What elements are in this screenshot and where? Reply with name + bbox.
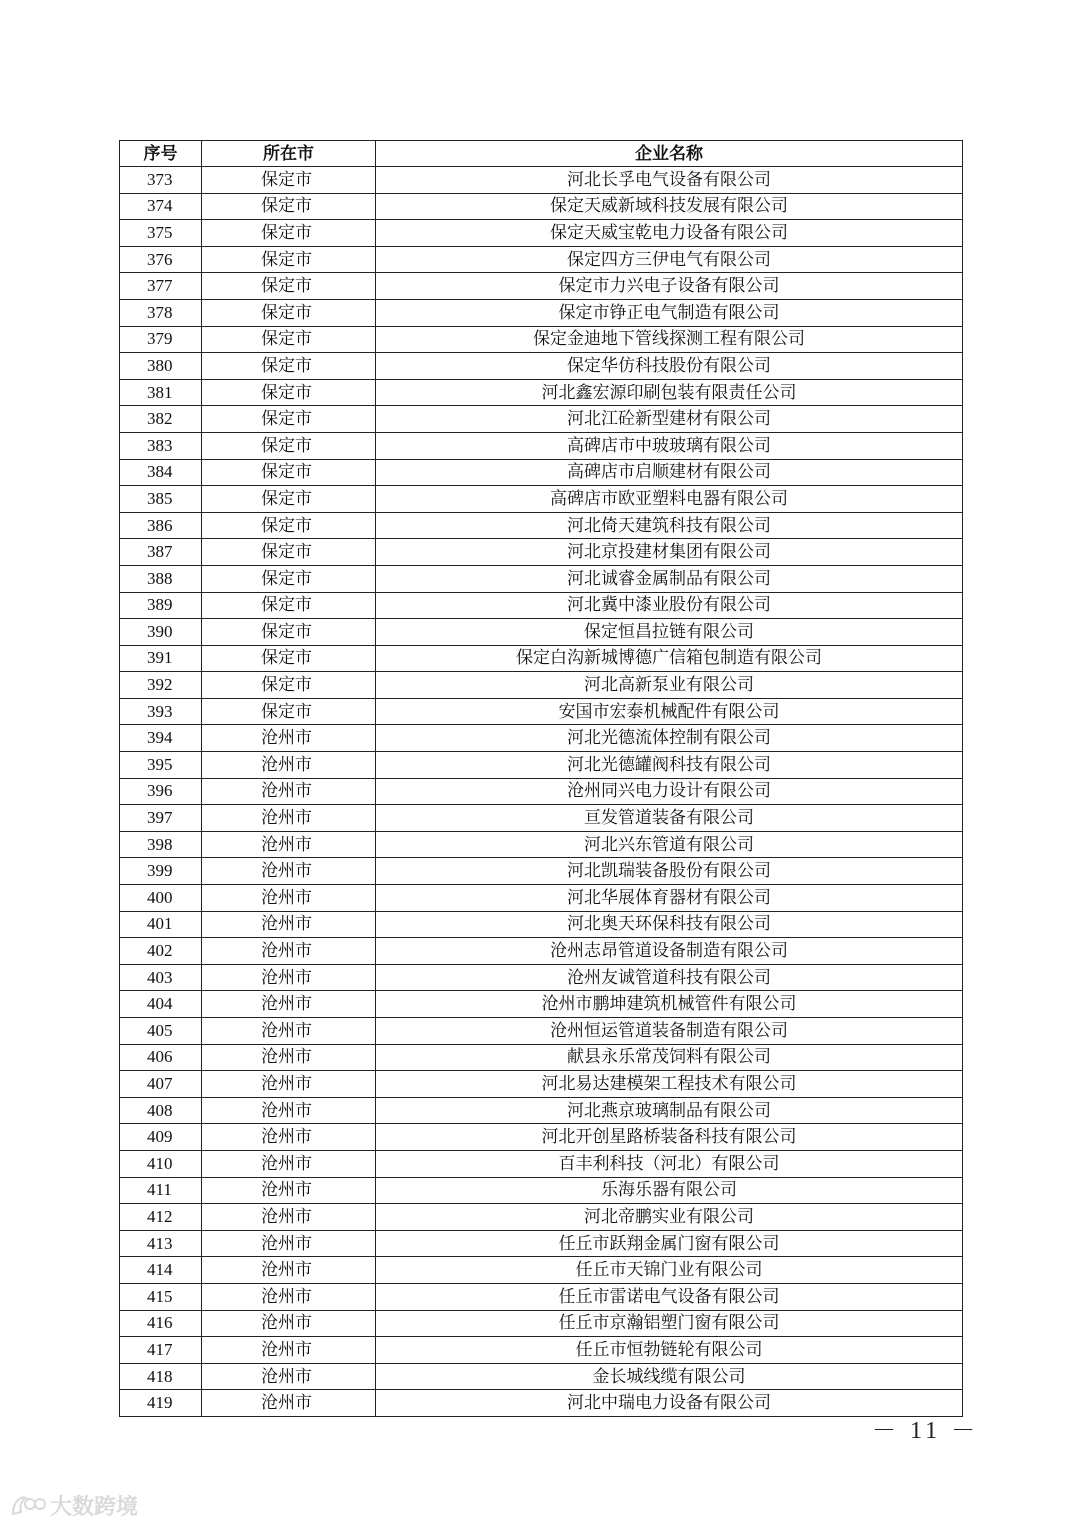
row-city: 沧州市 [202,1177,376,1204]
table-row [120,353,963,380]
row-company-name: 河北凯瑞装备股份有限公司 [376,858,963,885]
row-city: 保定市 [202,645,376,672]
table-header-row [120,141,963,167]
row-serial: 379 [120,326,202,353]
table-row [120,752,963,779]
row-company-name: 河北京投建材集团有限公司 [376,539,963,566]
table-row [120,459,963,486]
table-row [120,1337,963,1364]
row-company-name: 高碑店市启顺建材有限公司 [376,459,963,486]
table-row [120,1071,963,1098]
table-row [120,1204,963,1231]
row-company-name: 河北中瑞电力设备有限公司 [376,1390,963,1417]
table-body [120,167,963,1417]
row-serial: 395 [120,752,202,779]
row-serial: 405 [120,1018,202,1045]
table-row [120,1283,963,1310]
table-row [120,1044,963,1071]
row-serial: 410 [120,1150,202,1177]
table-row [120,778,963,805]
row-serial: 417 [120,1337,202,1364]
row-serial: 380 [120,353,202,380]
row-serial: 376 [120,246,202,273]
row-company-name: 任丘市恒勃链轮有限公司 [376,1337,963,1364]
table-row [120,486,963,513]
table-row [120,1390,963,1417]
table-row [120,698,963,725]
row-city: 保定市 [202,672,376,699]
row-city: 保定市 [202,193,376,220]
row-company-name: 保定市铮正电气制造有限公司 [376,299,963,326]
row-serial: 411 [120,1177,202,1204]
row-city: 保定市 [202,353,376,380]
row-company-name: 保定天威新域科技发展有限公司 [376,193,963,220]
row-city: 保定市 [202,299,376,326]
table-row [120,273,963,300]
table-row [120,1310,963,1337]
row-city: 保定市 [202,539,376,566]
row-serial: 377 [120,273,202,300]
table-row [120,539,963,566]
row-serial: 412 [120,1204,202,1231]
row-city: 沧州市 [202,1363,376,1390]
header-serial: 序号 [120,141,202,167]
table-row [120,1124,963,1151]
table-row [120,565,963,592]
header-city: 所在市 [202,141,376,167]
row-serial: 387 [120,539,202,566]
row-city: 沧州市 [202,991,376,1018]
table-row [120,619,963,646]
row-city: 保定市 [202,432,376,459]
row-city: 保定市 [202,592,376,619]
row-company-name: 沧州友诚管道科技有限公司 [376,964,963,991]
row-company-name: 河北光德流体控制有限公司 [376,725,963,752]
row-city: 保定市 [202,406,376,433]
row-serial: 406 [120,1044,202,1071]
table-row [120,1363,963,1390]
row-company-name: 河北江砼新型建材有限公司 [376,406,963,433]
row-city: 沧州市 [202,725,376,752]
row-company-name: 乐海乐器有限公司 [376,1177,963,1204]
row-serial: 404 [120,991,202,1018]
row-city: 沧州市 [202,831,376,858]
row-city: 沧州市 [202,1097,376,1124]
row-serial: 397 [120,805,202,832]
row-company-name: 任丘市雷诺电气设备有限公司 [376,1283,963,1310]
row-serial: 407 [120,1071,202,1098]
row-serial: 409 [120,1124,202,1151]
table-row [120,167,963,194]
row-city: 保定市 [202,512,376,539]
table-row [120,672,963,699]
row-company-name: 河北长孚电气设备有限公司 [376,167,963,194]
row-company-name: 河北燕京玻璃制品有限公司 [376,1097,963,1124]
row-company-name: 保定四方三伊电气有限公司 [376,246,963,273]
row-company-name: 金长城线缆有限公司 [376,1363,963,1390]
row-company-name: 河北诚睿金属制品有限公司 [376,565,963,592]
row-city: 沧州市 [202,1390,376,1417]
table-row [120,512,963,539]
row-company-name: 沧州恒运管道装备制造有限公司 [376,1018,963,1045]
row-city: 沧州市 [202,1283,376,1310]
watermark [10,1490,138,1521]
row-serial: 385 [120,486,202,513]
table-row [120,193,963,220]
row-company-name: 任丘市天锦门业有限公司 [376,1257,963,1284]
row-serial: 389 [120,592,202,619]
table-row [120,246,963,273]
table-row [120,938,963,965]
row-company-name: 任丘市跃翔金属门窗有限公司 [376,1230,963,1257]
row-city: 保定市 [202,619,376,646]
row-serial: 408 [120,1097,202,1124]
row-serial: 396 [120,778,202,805]
row-city: 沧州市 [202,1044,376,1071]
row-city: 沧州市 [202,858,376,885]
table-row [120,964,963,991]
row-city: 保定市 [202,379,376,406]
row-city: 保定市 [202,273,376,300]
row-company-name: 献县永乐常茂饲料有限公司 [376,1044,963,1071]
table-row [120,831,963,858]
row-city: 沧州市 [202,1018,376,1045]
row-serial: 402 [120,938,202,965]
row-serial: 400 [120,885,202,912]
row-company-name: 河北高新泵业有限公司 [376,672,963,699]
row-company-name: 安国市宏泰机械配件有限公司 [376,698,963,725]
row-serial: 414 [120,1257,202,1284]
row-city: 保定市 [202,565,376,592]
row-company-name: 任丘市京瀚铝塑门窗有限公司 [376,1310,963,1337]
row-company-name: 河北华展体育器材有限公司 [376,885,963,912]
row-city: 沧州市 [202,1204,376,1231]
row-city: 沧州市 [202,1310,376,1337]
row-serial: 393 [120,698,202,725]
row-serial: 374 [120,193,202,220]
table-row [120,1257,963,1284]
table-row [120,326,963,353]
row-city: 保定市 [202,698,376,725]
row-city: 保定市 [202,167,376,194]
row-company-name: 保定白沟新城博德广信箱包制造有限公司 [376,645,963,672]
table-row [120,725,963,752]
table-row [120,379,963,406]
table-row [120,1230,963,1257]
table-row [120,299,963,326]
row-serial: 381 [120,379,202,406]
row-company-name: 河北易达建模架工程技术有限公司 [376,1071,963,1098]
row-company-name: 保定华仿科技股份有限公司 [376,353,963,380]
row-city: 沧州市 [202,805,376,832]
table-row [120,1018,963,1045]
table-row [120,991,963,1018]
row-company-name: 高碑店市欧亚塑料电器有限公司 [376,486,963,513]
row-serial: 418 [120,1363,202,1390]
row-company-name: 河北倚天建筑科技有限公司 [376,512,963,539]
row-city: 沧州市 [202,1124,376,1151]
table-row [120,592,963,619]
row-company-name: 保定天威宝乾电力设备有限公司 [376,220,963,247]
row-company-name: 河北冀中漆业股份有限公司 [376,592,963,619]
row-company-name: 保定市力兴电子设备有限公司 [376,273,963,300]
row-serial: 403 [120,964,202,991]
brand-logo-icon [10,1492,46,1520]
row-city: 沧州市 [202,778,376,805]
row-serial: 391 [120,645,202,672]
row-city: 保定市 [202,459,376,486]
row-company-name: 沧州志昂管道设备制造有限公司 [376,938,963,965]
row-serial: 384 [120,459,202,486]
row-city: 保定市 [202,326,376,353]
row-company-name: 河北开创星路桥装备科技有限公司 [376,1124,963,1151]
row-serial: 398 [120,831,202,858]
row-city: 保定市 [202,486,376,513]
row-serial: 416 [120,1310,202,1337]
table-row [120,432,963,459]
header-company-name: 企业名称 [376,141,963,167]
row-serial: 382 [120,406,202,433]
row-city: 沧州市 [202,964,376,991]
table-row [120,858,963,885]
row-city: 保定市 [202,220,376,247]
row-serial: 415 [120,1283,202,1310]
row-city: 沧州市 [202,938,376,965]
row-company-name: 河北光德罐阀科技有限公司 [376,752,963,779]
row-city: 保定市 [202,246,376,273]
row-serial: 375 [120,220,202,247]
row-company-name: 保定恒昌拉链有限公司 [376,619,963,646]
table-row [120,911,963,938]
row-serial: 383 [120,432,202,459]
table-row [120,220,963,247]
row-company-name: 河北帝鹏实业有限公司 [376,1204,963,1231]
row-company-name: 沧州同兴电力设计有限公司 [376,778,963,805]
row-company-name: 保定金迪地下管线探测工程有限公司 [376,326,963,353]
row-city: 沧州市 [202,1337,376,1364]
row-company-name: 河北兴东管道有限公司 [376,831,963,858]
table-row [120,885,963,912]
page-number: － 11 － [872,1418,980,1444]
row-company-name: 百丰利科技（河北）有限公司 [376,1150,963,1177]
row-company-name: 亘发管道装备有限公司 [376,805,963,832]
row-company-name: 沧州市鹏坤建筑机械管件有限公司 [376,991,963,1018]
row-city: 沧州市 [202,911,376,938]
table-row [120,805,963,832]
row-serial: 392 [120,672,202,699]
row-serial: 386 [120,512,202,539]
row-city: 沧州市 [202,752,376,779]
row-serial: 388 [120,565,202,592]
enterprise-table [119,140,963,1417]
row-serial: 394 [120,725,202,752]
row-serial: 399 [120,858,202,885]
table-row [120,1177,963,1204]
row-company-name: 河北奥天环保科技有限公司 [376,911,963,938]
row-city: 沧州市 [202,1230,376,1257]
row-company-name: 高碑店市中玻玻璃有限公司 [376,432,963,459]
row-company-name: 河北鑫宏源印刷包装有限责任公司 [376,379,963,406]
table-row [120,645,963,672]
row-serial: 373 [120,167,202,194]
row-city: 沧州市 [202,1257,376,1284]
table-row [120,406,963,433]
row-city: 沧州市 [202,1150,376,1177]
row-serial: 401 [120,911,202,938]
row-serial: 419 [120,1390,202,1417]
watermark-text: 大数跨境 [50,1495,139,1520]
table-row [120,1150,963,1177]
row-city: 沧州市 [202,885,376,912]
table-row [120,1097,963,1124]
row-serial: 378 [120,299,202,326]
row-serial: 390 [120,619,202,646]
row-serial: 413 [120,1230,202,1257]
row-city: 沧州市 [202,1071,376,1098]
